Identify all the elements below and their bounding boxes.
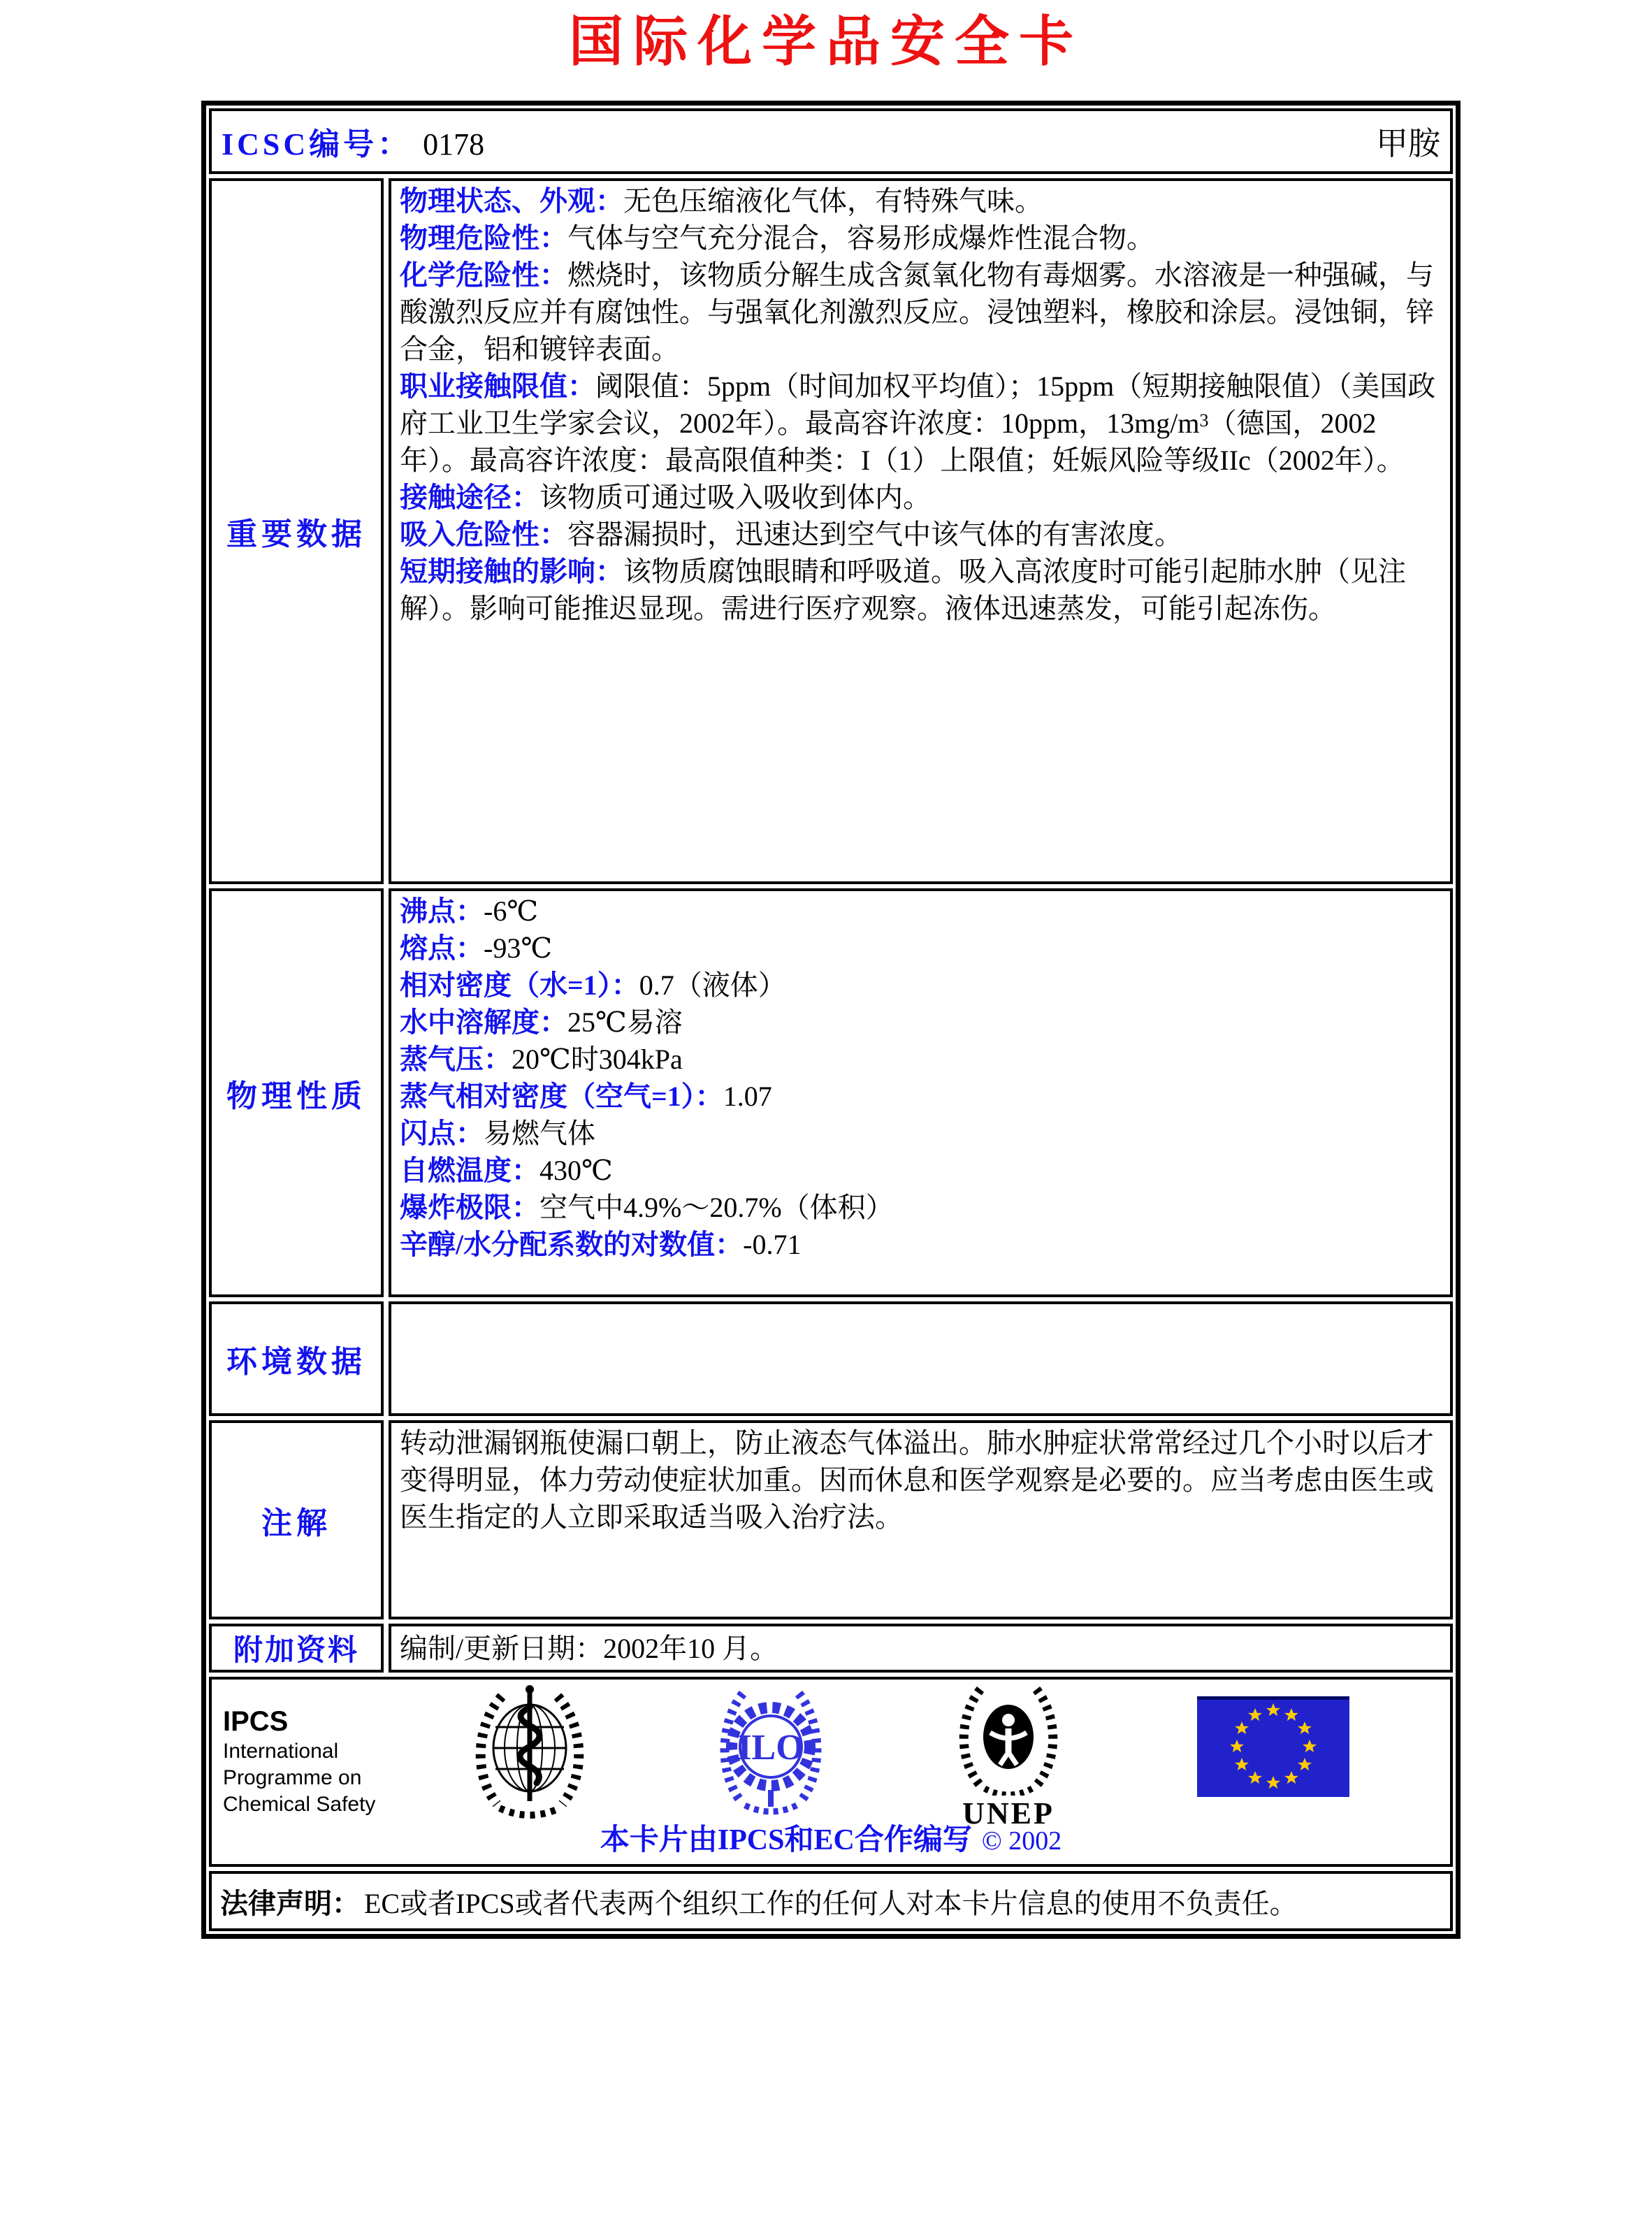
chemical-name: 甲胺 <box>1376 126 1440 161</box>
row-additional-info <box>209 1624 1453 1673</box>
cooperation-caption <box>212 1817 1450 1858</box>
superscript: 3 <box>1199 410 1209 431</box>
important-item: 职业接触限值：阈限值：5ppm（时间加权平均值）；15ppm（短期接触限值）（美国政府工业卫生学家会议，2002年）。最高容许浓度：10ppm，$13mg/m^3$（德国，2002年）。最高容许浓度：最高限值种类：I（1）上限值；妊娠风险等级IIc（2002年）。 <box>400 370 1436 476</box>
important-item: 接触途径：该物质可通过吸入吸收到体内。 <box>400 482 931 513</box>
section-content-environment <box>389 1301 1453 1416</box>
section-label-physical: 物理性质 <box>209 888 384 1297</box>
section-content-additional <box>389 1624 1453 1673</box>
unep-logo <box>945 1684 1071 1830</box>
physical-item: 相对密度（水=1）：0.7（液体） <box>400 969 786 1001</box>
eu-flag-icon <box>1197 1696 1349 1797</box>
ipcs-text-block <box>223 1705 375 1818</box>
section-label-notes: 注解 <box>209 1420 384 1619</box>
unep-logo-text: UNEP <box>962 1796 1055 1831</box>
important-item: 短期接触的影响：该物质腐蚀眼睛和呼吸道。吸入高浓度时可能引起肺水肿（见注解）。影响可能推迟显现。需进行医疗观察。液体迅速蒸发，可能引起冻伤。 <box>400 556 1406 624</box>
row-logos <box>209 1677 1453 1867</box>
row-important-data <box>209 178 1453 884</box>
icsc-number-value: 0178 <box>423 127 485 161</box>
physical-item: 蒸气压：20℃时304kPa <box>400 1044 683 1075</box>
ilo-logo-icon <box>711 1684 830 1824</box>
physical-item: 爆炸极限：空气中4.9%～20.7%（体积） <box>400 1192 894 1223</box>
icsc-number-label: ICSC编号： <box>222 127 412 161</box>
legal-text: EC或者IPCS或者代表两个组织工作的任何人对本卡片信息的使用不负责任。 <box>364 1887 1298 1919</box>
ipcs-line: International <box>223 1740 339 1763</box>
section-label-additional: 附加资料 <box>209 1624 384 1673</box>
important-item: 物理危险性：气体与空气充分混合，容易形成爆炸性混合物。 <box>400 222 1154 254</box>
who-logo-icon <box>463 1684 596 1824</box>
physical-item: 沸点：-6℃ <box>400 895 539 927</box>
important-item: 吸入危险性：容器漏损时，迅速达到空气中该气体的有害浓度。 <box>400 519 1182 550</box>
physical-item: 闪点：易燃气体 <box>400 1118 595 1149</box>
unep-logo-icon <box>952 1684 1064 1796</box>
icsc-card-table <box>201 101 1461 1939</box>
physical-item: 熔点：-93℃ <box>400 932 553 964</box>
copyright-text: © 2002 <box>981 1826 1062 1856</box>
page-title: 国际化学品安全卡 <box>568 11 1083 72</box>
row-physical-properties <box>209 888 1453 1297</box>
important-item: 物理状态、外观：无色压缩液化气体，有特殊气味。 <box>400 185 1043 217</box>
important-item: 化学危险性：燃烧时，该物质分解生成含氮氧化物有毒烟雾。水溶液是一种强碱，与酸激烈反应并有腐蚀性。与强氧化剂激烈反应。浸蚀塑料，橡胶和涂层。浸蚀铜，锌合金，铝和镀锌表面。 <box>400 259 1434 365</box>
section-content-physical <box>389 888 1453 1297</box>
physical-item: 水中溶解度：25℃易溶 <box>400 1006 683 1038</box>
section-content-notes <box>389 1420 1453 1619</box>
ipcs-acronym: IPCS <box>223 1706 289 1737</box>
physical-item: 蒸气相对密度（空气=1）：1.07 <box>400 1081 772 1112</box>
row-legal <box>209 1871 1453 1931</box>
section-content-important <box>389 178 1453 884</box>
header-row <box>209 108 1453 174</box>
ipcs-line: Chemical Safety <box>223 1793 376 1816</box>
ipcs-line: Programme on <box>223 1766 362 1789</box>
logos-cell <box>209 1677 1453 1867</box>
section-label-environment: 环境数据 <box>209 1301 384 1416</box>
section-label-important: 重要数据 <box>209 178 384 884</box>
header-cell <box>209 108 1453 174</box>
notes-text: 转动泄漏钢瓶使漏口朝上，防止液态气体溢出。肺水肿症状常常经过几个小时以后才变得明显，体力劳动使症状加重。因而休息和医学观察是必要的。应当考虑由医生或医生指定的人立即采取适当吸入治疗法。 <box>400 1427 1434 1533</box>
update-date: 编制/更新日期：2002年10 月。 <box>400 1632 778 1664</box>
row-notes <box>209 1420 1453 1619</box>
physical-item: 辛醇/水分配系数的对数值：-0.71 <box>400 1229 802 1260</box>
icsc-number <box>222 119 484 164</box>
physical-item: 自燃温度：430℃ <box>400 1155 613 1186</box>
legal-label: 法律声明： <box>220 1887 360 1919</box>
legal-cell <box>209 1871 1453 1931</box>
caption-text: 本卡片由IPCS和EC合作编写 <box>600 1824 972 1856</box>
ilo-logo-text: ILO <box>737 1728 804 1768</box>
row-environment-data <box>209 1301 1453 1416</box>
